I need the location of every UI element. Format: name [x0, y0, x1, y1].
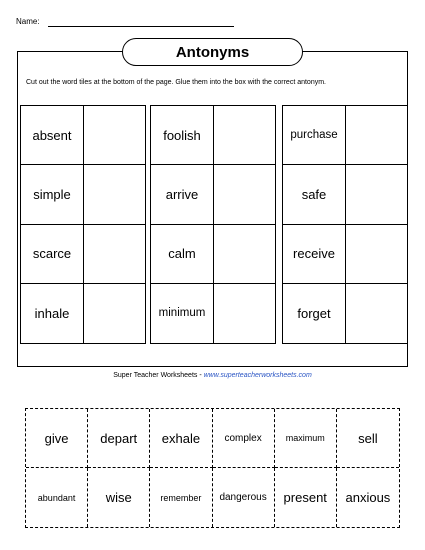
- word-tile[interactable]: give: [26, 409, 88, 468]
- glue-box: [346, 106, 407, 165]
- instructions: Cut out the word tiles at the bottom of the page. Glue them into the box with the correct antonym.: [26, 79, 326, 86]
- antonym-grid-3: [282, 105, 408, 344]
- glue-box: [346, 225, 407, 284]
- glue-box: [346, 165, 407, 224]
- footer-credit: [0, 372, 425, 379]
- glue-box: [214, 225, 275, 284]
- word-tile[interactable]: present: [275, 468, 337, 527]
- worksheet-title: Antonyms: [122, 38, 303, 66]
- name-line: [48, 26, 234, 27]
- grid-word: simple: [21, 165, 84, 224]
- grid-word: calm: [151, 225, 214, 284]
- footer-url[interactable]: www.superteacherworksheets.com: [203, 372, 312, 379]
- word-tile[interactable]: wise: [88, 468, 150, 527]
- glue-box: [214, 165, 275, 224]
- glue-box: [214, 284, 275, 343]
- grid-word: inhale: [21, 284, 84, 343]
- word-tile[interactable]: sell: [337, 409, 399, 468]
- word-tile[interactable]: dangerous: [213, 468, 275, 527]
- glue-box: [214, 106, 275, 165]
- word-tiles: [25, 408, 400, 528]
- grid-word: minimum: [151, 284, 214, 343]
- grid-word: safe: [283, 165, 346, 224]
- name-label: Name:: [16, 17, 40, 26]
- word-tile[interactable]: exhale: [150, 409, 212, 468]
- word-tile[interactable]: abundant: [26, 468, 88, 527]
- word-tile[interactable]: complex: [213, 409, 275, 468]
- grid-word: arrive: [151, 165, 214, 224]
- word-tile[interactable]: remember: [150, 468, 212, 527]
- grid-word: scarce: [21, 225, 84, 284]
- glue-box: [346, 284, 407, 343]
- word-tile[interactable]: depart: [88, 409, 150, 468]
- word-tile[interactable]: anxious: [345, 490, 391, 505]
- word-tile[interactable]: maximum: [275, 409, 337, 468]
- grid-word: foolish: [151, 106, 214, 165]
- glue-box: [84, 284, 145, 343]
- grid-word: forget: [283, 284, 346, 343]
- antonym-grid-1: [20, 105, 146, 344]
- glue-box: [84, 225, 145, 284]
- glue-box: [84, 165, 145, 224]
- footer-brand: Super Teacher Worksheets -: [113, 372, 204, 379]
- grid-word: receive: [283, 225, 346, 284]
- grid-word: absent: [21, 106, 84, 165]
- antonym-grid-2: [150, 105, 276, 344]
- glue-box: [84, 106, 145, 165]
- grid-word: purchase: [283, 106, 346, 165]
